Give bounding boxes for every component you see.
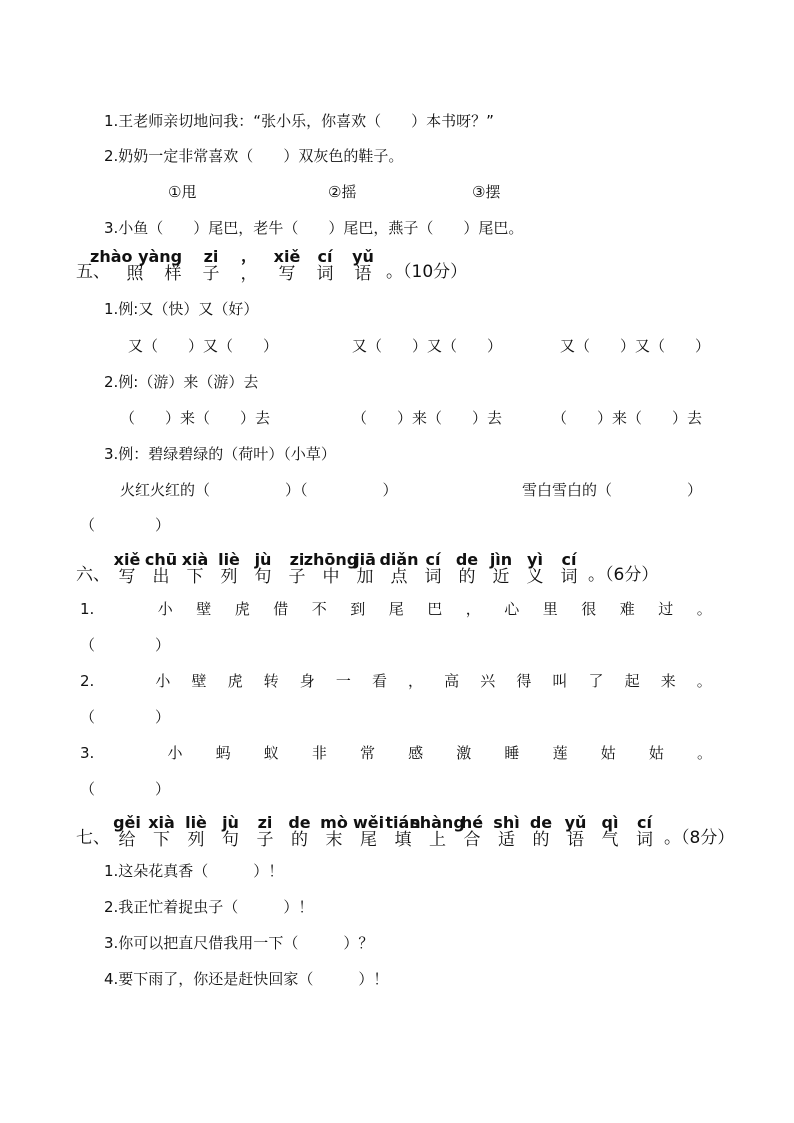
hanzi: 列 — [187, 830, 205, 850]
hanzi: 语 — [567, 830, 584, 850]
sec6-blank-3: （ ） — [80, 780, 171, 798]
sentence-char: 小 — [155, 672, 171, 690]
pinyin: mò — [320, 813, 348, 832]
sec7-item-1: 1.这朵花真香（ ）！ — [104, 862, 284, 880]
sentence-char: 激 — [456, 744, 472, 762]
hanzi: 上 — [429, 830, 446, 850]
sentence-char: 身 — [299, 672, 315, 690]
hanzi: 句 — [254, 567, 272, 587]
hanzi: 加 — [356, 567, 374, 587]
pinyin: liè — [185, 813, 207, 832]
pinyin: de — [288, 813, 311, 832]
sentence-char: 1. — [80, 600, 95, 618]
sentence-char: 兴 — [480, 672, 496, 690]
hanzi: 的 — [291, 830, 308, 850]
sentence-char: 蚁 — [263, 744, 279, 762]
pinyin: yǔ — [352, 247, 374, 266]
sec6-sentence-2 — [80, 672, 712, 690]
hanzi: 词 — [636, 830, 653, 850]
pinyin: hé — [460, 813, 484, 832]
sec5-blank-1c: 又（ ）又（ ） — [560, 337, 711, 355]
hanzi: 点 — [390, 567, 408, 587]
sentence-char: 转 — [263, 672, 279, 690]
sentence-char: 2. — [80, 672, 95, 690]
section-5-heading — [76, 242, 736, 284]
pinyin: xiě — [273, 247, 301, 266]
sentence-char: 。 — [696, 672, 712, 690]
pinyin: zhào yàng — [90, 247, 183, 266]
sentence-char: 里 — [542, 600, 558, 618]
sec7-item-3: 3.你可以把直尺借我用一下（ ）？ — [104, 934, 374, 952]
pinyin: yǔ — [564, 813, 587, 832]
hanzi: 出 — [152, 567, 170, 587]
sec5-line-3c: （ ） — [80, 516, 171, 534]
sec5-blank-2b: （ ）来（ ）去 — [352, 409, 503, 427]
sentence-char: 到 — [350, 600, 366, 618]
hanzi: 写 — [278, 264, 296, 284]
sentence-char: 了 — [588, 672, 604, 690]
hanzi: 中 — [322, 567, 340, 587]
pinyin: jù — [254, 550, 272, 569]
hanzi: 义 — [526, 567, 544, 587]
sentence-char: 感 — [408, 744, 424, 762]
section-5-number: 五、 — [76, 262, 110, 282]
pinyin: xià — [181, 550, 209, 569]
pinyin: cí — [637, 813, 652, 832]
sentence-char: 不 — [311, 600, 327, 618]
sentence-char: ， — [465, 600, 481, 618]
pinyin: gěi — [113, 813, 141, 832]
hanzi: 下 — [186, 567, 204, 587]
sec5-line-3a: 火红火红的（ ）（ ） — [120, 481, 398, 499]
sentence-char: 尾 — [388, 600, 404, 618]
sec7-item-4: 4.要下雨了，你还是赶快回家（ ）！ — [104, 970, 389, 988]
section-score: 。（8分） — [664, 828, 735, 848]
pinyin: cí — [317, 247, 333, 266]
pinyin: xiě — [113, 550, 141, 569]
sentence-char: 很 — [581, 600, 597, 618]
hanzi: 气 — [601, 830, 619, 850]
pinyin: jìn — [489, 550, 513, 569]
sentence-char: 小 — [157, 600, 173, 618]
pinyin: chū — [144, 550, 178, 569]
sentence-char: 虎 — [227, 672, 243, 690]
hanzi: 适 — [498, 830, 515, 850]
sec5-example-2: 2.例:（游）来（游）去 — [104, 373, 259, 391]
sentence-char: 巴 — [427, 600, 443, 618]
hanzi: 句 — [222, 830, 239, 850]
q4-item-3: 3.小鱼（ ）尾巴，老牛（ ）尾巴，燕子（ ）尾巴。 — [104, 219, 524, 237]
sentence-char: 难 — [619, 600, 635, 618]
sentence-char: 来 — [660, 672, 676, 690]
sec5-example-1: 1.例:又（快）又（好） — [104, 300, 259, 318]
hanzi: 的 — [532, 830, 550, 850]
hanzi: 合 — [463, 830, 481, 850]
pinyin: de — [455, 550, 479, 569]
hanzi: 列 — [220, 567, 238, 587]
pinyin: ， — [240, 246, 257, 265]
q4-option-3: ③摆 — [472, 183, 501, 201]
section-score: 。（10分） — [386, 262, 468, 282]
pinyin: de — [529, 813, 553, 832]
pinyin: wěi — [352, 813, 385, 832]
sentence-char: 睡 — [504, 744, 520, 762]
hanzi: 尾 — [360, 830, 377, 850]
hanzi: 照 — [126, 264, 144, 284]
hanzi: 子 — [256, 830, 274, 850]
pinyin: cí — [561, 550, 577, 569]
sec5-line-3b: 雪白雪白的（ ） — [522, 481, 703, 499]
hanzi: 写 — [118, 567, 136, 587]
sentence-char: 蚂 — [215, 744, 231, 762]
sentence-char: 叫 — [552, 672, 568, 690]
pinyin: jiā — [354, 550, 376, 569]
hanzi: 语 — [354, 264, 372, 284]
sentence-char: 过 — [658, 600, 674, 618]
q4-option-2: ②摇 — [328, 183, 357, 201]
hanzi: 词 — [424, 567, 442, 587]
sentence-char: 姑 — [648, 744, 664, 762]
sentence-char: 常 — [360, 744, 376, 762]
q4-option-1: ①甩 — [168, 183, 197, 201]
section-7-number: 七、 — [76, 828, 110, 848]
sentence-char: 3. — [80, 744, 95, 762]
hanzi: 样 — [164, 264, 182, 284]
section-7-heading — [76, 808, 736, 850]
hanzi: 填 — [394, 830, 412, 850]
sentence-char: 借 — [273, 600, 289, 618]
pinyin: yì — [527, 550, 543, 569]
hanzi: 词 — [316, 264, 334, 284]
pinyin: xià — [148, 813, 175, 832]
pinyin: shì — [493, 813, 520, 832]
hanzi: 的 — [458, 567, 476, 587]
sec5-blank-1a: 又（ ）又（ ） — [128, 337, 279, 355]
sentence-char: 得 — [516, 672, 532, 690]
q4-item-2: 2.奶奶一定非常喜欢（ ）双灰色的鞋子。 — [104, 147, 404, 165]
sec7-item-2: 2.我正忙着捉虫子（ ）！ — [104, 898, 314, 916]
section-6-number: 六、 — [76, 565, 110, 585]
hanzi: 子 — [288, 567, 306, 587]
hanzi: 下 — [153, 830, 170, 850]
section-score: 。（6分） — [588, 565, 659, 585]
sentence-char: 。 — [696, 600, 712, 618]
hanzi: 词 — [560, 567, 578, 587]
pinyin: zi — [203, 247, 219, 266]
pinyin: zi — [289, 550, 305, 569]
pinyin: qì — [601, 813, 619, 832]
sentence-char: 看 — [371, 672, 387, 690]
sec5-blank-2c: （ ）来（ ）去 — [552, 409, 703, 427]
pinyin: shàng — [410, 813, 465, 832]
pinyin: zhōng — [303, 550, 359, 569]
hanzi: ， — [240, 264, 258, 284]
sentence-char: 一 — [335, 672, 351, 690]
sec6-blank-2: （ ） — [80, 708, 171, 726]
pinyin: diǎn — [379, 550, 419, 569]
sentence-char: 。 — [696, 744, 712, 762]
sec5-blank-2a: （ ）来（ ）去 — [120, 409, 271, 427]
sentence-char: 心 — [504, 600, 520, 618]
sec5-example-3: 3.例：碧绿碧绿的（荷叶）（小草） — [104, 445, 336, 463]
sentence-char: 起 — [624, 672, 640, 690]
sentence-char: 高 — [444, 672, 460, 690]
pinyin: tián — [385, 813, 421, 832]
sentence-char: 虎 — [234, 600, 250, 618]
sec6-blank-1: （ ） — [80, 636, 171, 654]
sentence-char: ， — [408, 672, 424, 690]
hanzi: 近 — [492, 567, 510, 587]
sentence-char: 莲 — [552, 744, 568, 762]
pinyin: cí — [425, 550, 441, 569]
sentence-char: 壁 — [196, 600, 212, 618]
section-6-heading — [76, 545, 736, 587]
hanzi: 子 — [202, 264, 220, 284]
sentence-char: 小 — [167, 744, 183, 762]
sec6-sentence-3 — [80, 744, 712, 762]
hanzi: 末 — [325, 830, 343, 850]
sec5-blank-1b: 又（ ）又（ ） — [352, 337, 503, 355]
hanzi: 给 — [118, 830, 136, 850]
pinyin: liè — [218, 550, 240, 569]
sec6-sentence-1 — [80, 600, 712, 618]
q4-item-1: 1.王老师亲切地问我：“张小乐，你喜欢（ ）本书呀？” — [104, 112, 494, 130]
sentence-char: 非 — [311, 744, 327, 762]
sentence-char: 壁 — [191, 672, 207, 690]
pinyin: zi — [257, 813, 273, 832]
sentence-char: 姑 — [600, 744, 616, 762]
pinyin: jù — [222, 813, 239, 832]
